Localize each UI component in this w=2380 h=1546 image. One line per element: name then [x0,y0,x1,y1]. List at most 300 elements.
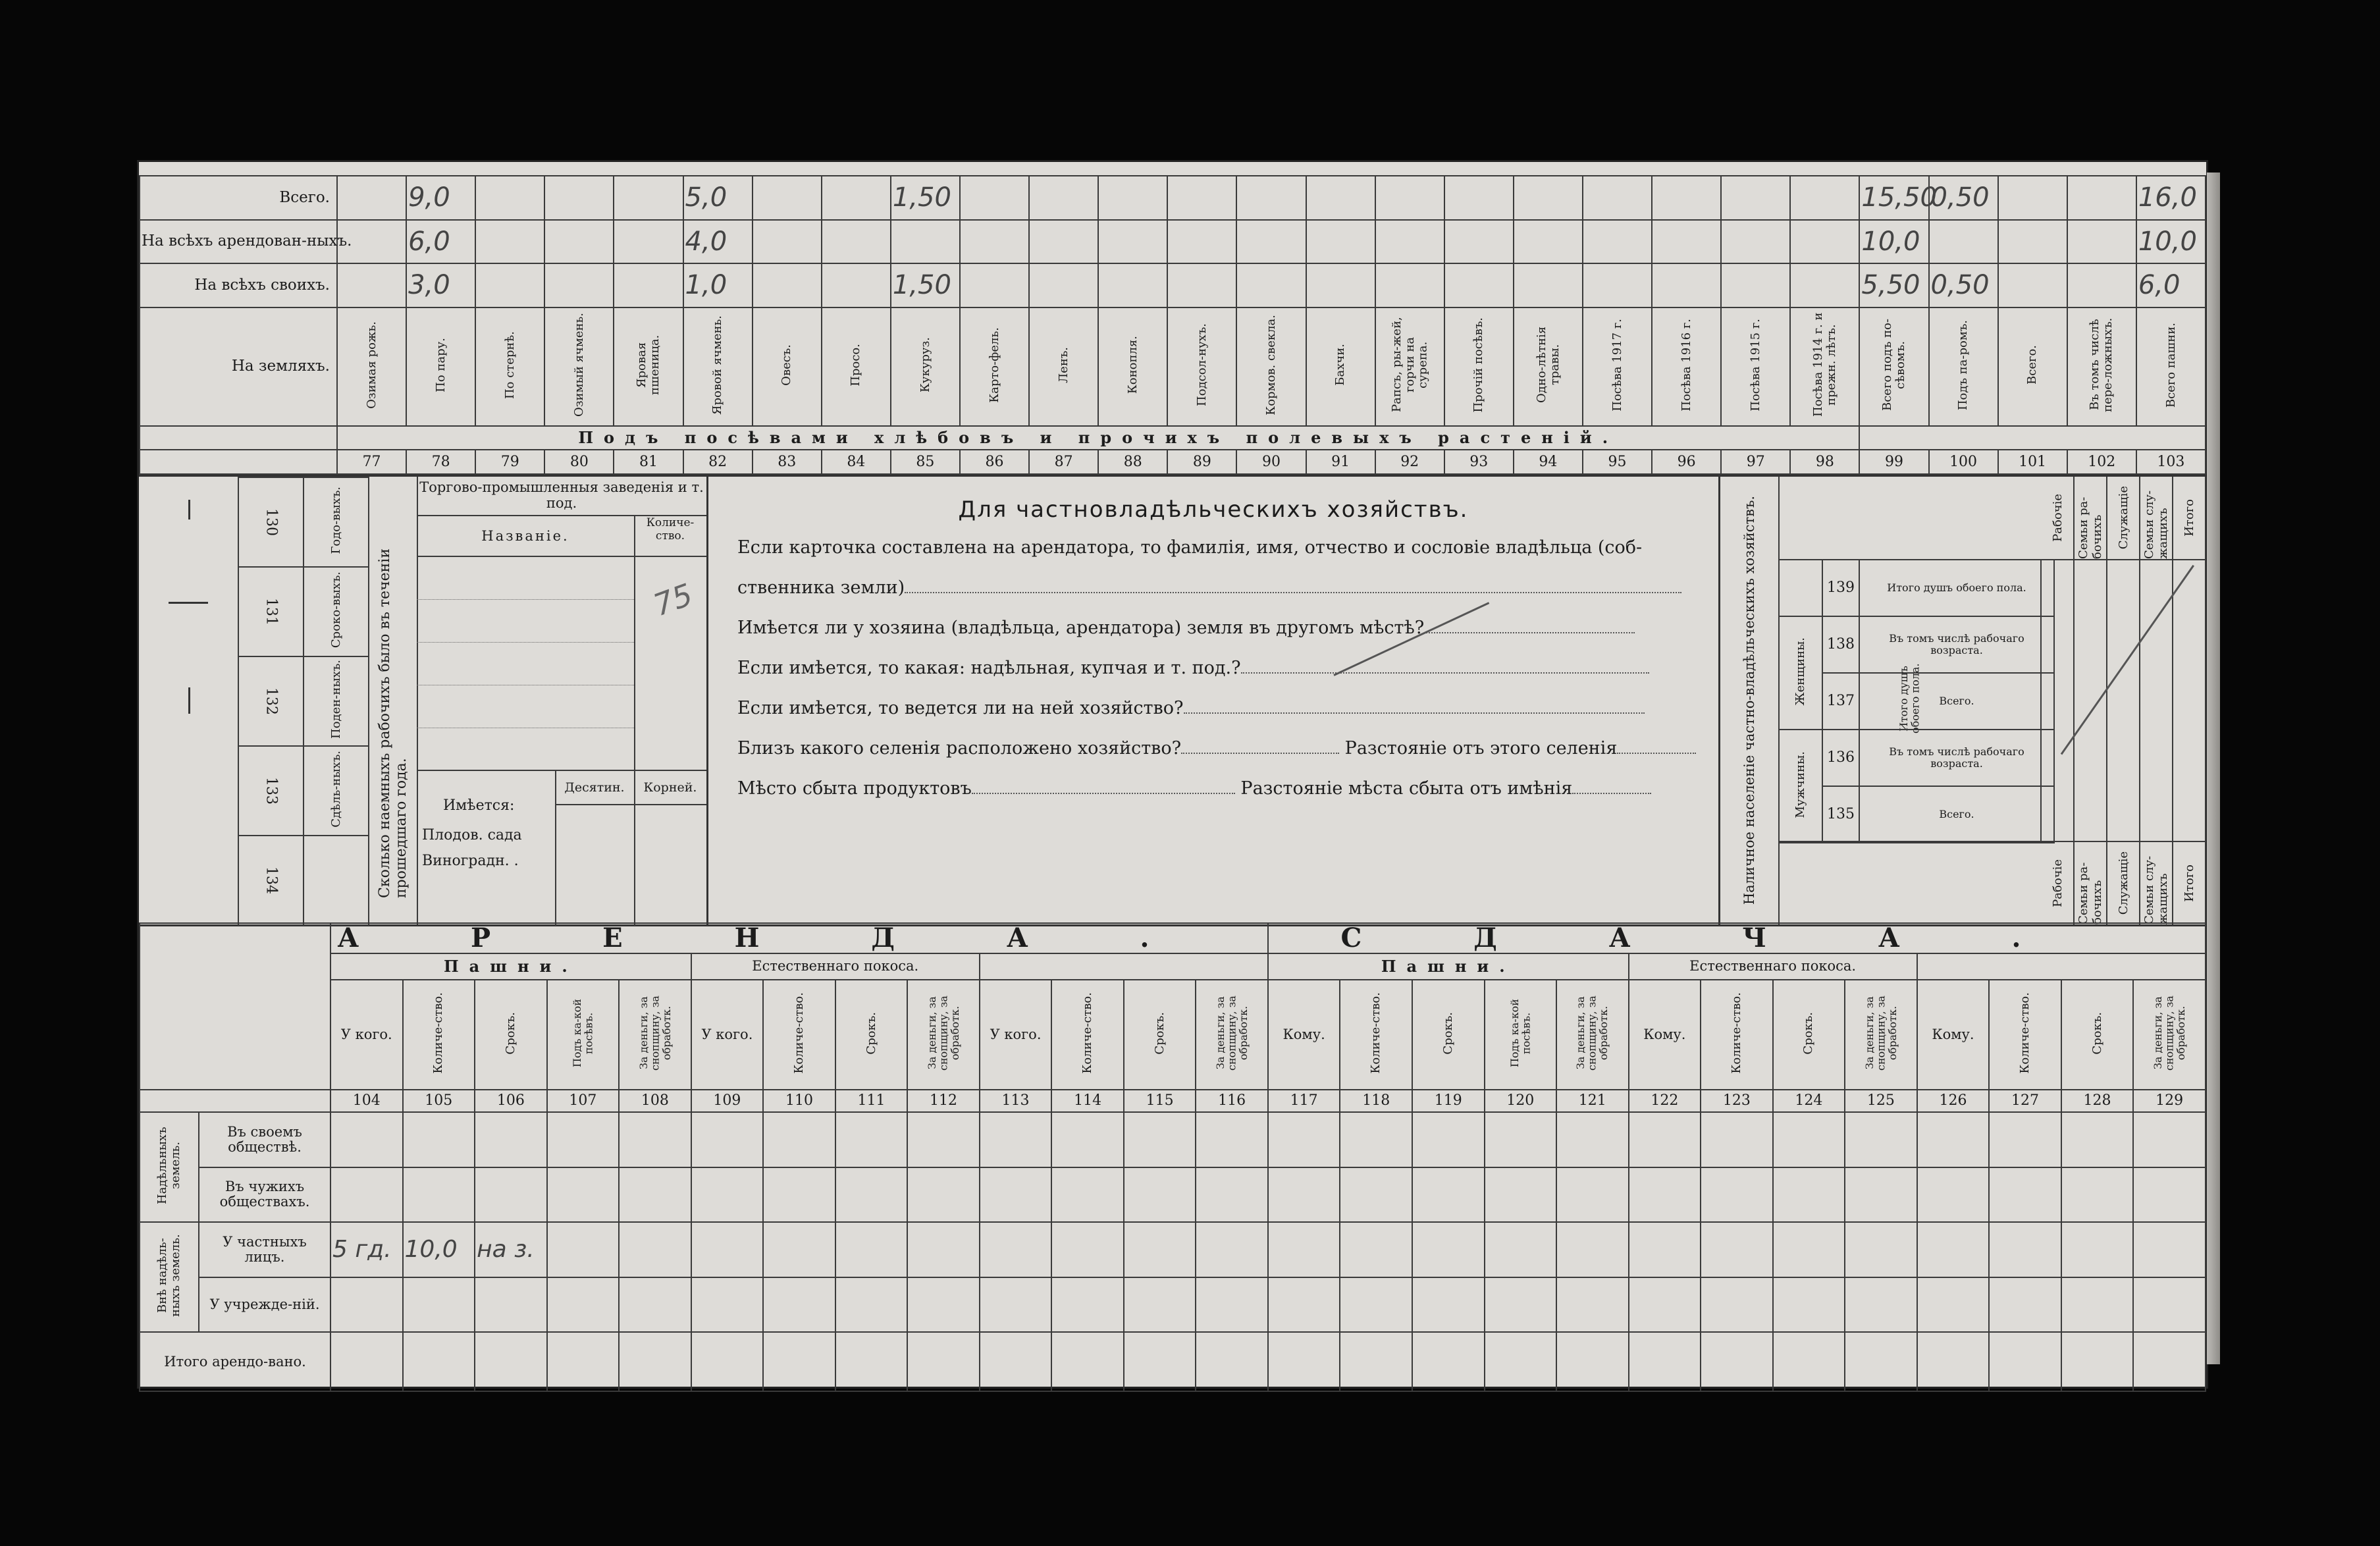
cell-0-c102[interactable] [2067,176,2136,220]
cell-2-c93[interactable] [1444,263,1514,307]
lease-cell-0-113[interactable] [980,1112,1052,1167]
lease-cell-1-114[interactable] [1051,1167,1124,1223]
col-header-78: По пару. [433,337,448,392]
pop-num-136: 136 [1822,730,1859,786]
lease-cell-1-116[interactable] [1196,1167,1268,1223]
col-header-88: Конопля. [1125,336,1140,394]
cell-0-c88[interactable] [1098,176,1167,220]
cell-0-c97[interactable] [1721,176,1790,220]
lease-cell-3-127[interactable] [1989,1277,2061,1333]
lease-cell-2-117[interactable] [1268,1222,1340,1277]
cell-1-c99[interactable]: 10,0 [1859,220,1928,264]
lease-cell-2-112[interactable] [907,1222,980,1277]
lease-cell-2-123[interactable] [1701,1222,1773,1277]
cell-0-c83[interactable] [753,176,822,220]
cell-2-c103[interactable]: 6,0 [2136,263,2206,307]
lease-cell-1-105[interactable] [403,1167,475,1223]
lease-total-127[interactable] [1989,1332,2061,1391]
lease-num-113: 113 [980,1090,1052,1112]
lease-cell-2-126[interactable] [1917,1222,1990,1277]
lease-cell-0-117[interactable] [1268,1112,1340,1167]
lease-cell-3-108[interactable] [619,1277,691,1333]
lease-col-110: Количе-ство. [792,992,807,1074]
cell-2-c99[interactable]: 5,50 [1859,263,1928,307]
itogo-dush: Итого душъ обоего пола. [1897,664,1922,734]
lease-cell-3-125[interactable] [1845,1277,1917,1333]
cell-2-c80[interactable] [544,263,614,307]
lease-total-121[interactable] [1556,1332,1629,1391]
owner-field[interactable] [905,592,1681,593]
lease-total-107[interactable] [547,1332,620,1391]
lease-cell-3-111[interactable] [835,1277,908,1333]
lease-cell-2-105[interactable]: 10,0 [403,1222,475,1277]
cell-0-c79[interactable] [475,176,544,220]
cell-1-c85[interactable] [891,220,960,264]
lease-cell-3-104[interactable] [331,1277,403,1333]
lease-cell-1-111[interactable] [835,1167,908,1223]
col-header-101: Всего. [2025,345,2040,385]
lease-cell-1-110[interactable] [763,1167,835,1223]
lease-col-127: Количе-ство. [2018,992,2032,1074]
pop-num-138: 138 [1822,616,1859,673]
col-num-82: 82 [683,450,753,474]
group-nadel: Надѣльныхъ земель. [155,1127,182,1204]
cell-1-c103[interactable]: 10,0 [2136,220,2206,264]
land-type-field[interactable] [1241,672,1649,674]
col-header-85: Кукуруз. [918,337,932,393]
cell-0-c101[interactable] [1998,176,2067,220]
cell-1-c96[interactable] [1652,220,1721,264]
lease-total-116[interactable] [1196,1332,1268,1391]
lease-col-116: За деньги, за снопщину, за обработк. [1213,996,1250,1071]
lease-cell-2-110[interactable] [763,1222,835,1277]
sdacha-pashni: Пашни. [1268,953,1629,980]
lease-total-123[interactable] [1701,1332,1773,1391]
lease-cell-3-117[interactable] [1268,1277,1340,1333]
farming-field[interactable] [1184,712,1645,714]
cell-1-c79[interactable] [475,220,544,264]
cell-0-c91[interactable] [1306,176,1375,220]
cell-1-c87[interactable] [1029,220,1098,264]
lease-cell-0-118[interactable] [1340,1112,1412,1167]
lease-cell-2-107[interactable] [547,1222,620,1277]
lease-col-120: Подъ ка-кой посѣвъ. [1508,999,1533,1067]
hired-vertical-cell [369,477,418,924]
lease-cell-3-124[interactable] [1773,1277,1845,1333]
lease-col-109: У кого. [691,980,764,1090]
cell-2-c79[interactable] [475,263,544,307]
worker-col-top-3: Семьи слу-жащихъ [2142,490,2170,559]
lease-total-row: Итого арендо-вано. [140,1332,331,1391]
lease-cell-3-107[interactable] [547,1277,620,1333]
cell-2-c88[interactable] [1098,263,1167,307]
lease-total-118[interactable] [1340,1332,1412,1391]
cell-1-c81[interactable] [614,220,683,264]
cell-2-c87[interactable] [1029,263,1098,307]
cell-2-c90[interactable] [1236,263,1306,307]
col-header-90: Кормов. свекла. [1264,314,1279,415]
lease-cell-2-125[interactable] [1845,1222,1917,1277]
cell-0-c82[interactable]: 5,0 [683,176,753,220]
lease-cell-1-107[interactable] [547,1167,620,1223]
cell-2-c81[interactable] [614,263,683,307]
lease-total-108[interactable] [619,1332,691,1391]
col-num-100: 100 [1929,450,1998,474]
lease-cell-2-116[interactable] [1196,1222,1268,1277]
cell-2-c77[interactable] [337,263,406,307]
cell-2-c89[interactable] [1167,263,1236,307]
cell-2-c94[interactable] [1514,263,1583,307]
lease-cell-1-127[interactable] [1989,1167,2061,1223]
lease-total-117[interactable] [1268,1332,1340,1391]
form-line-3: Если имѣется, то какая: надѣльная, купчая и т. под.? [737,658,1241,678]
cell-1-c82[interactable]: 4,0 [683,220,753,264]
lease-cell-0-112[interactable] [907,1112,980,1167]
lease-col-129: За деньги, за снопщину, за обработк. [2151,996,2187,1071]
market-field[interactable] [972,793,1235,794]
lease-total-125[interactable] [1845,1332,1917,1391]
lease-total-122[interactable] [1629,1332,1701,1391]
lease-cell-3-122[interactable] [1629,1277,1701,1333]
cell-1-c97[interactable] [1721,220,1790,264]
lease-cell-1-117[interactable] [1268,1167,1340,1223]
col-header-92: Рапсъ, ры-жей, горчи на сурепа. [1389,317,1430,413]
hired-table [238,477,369,926]
lease-cell-0-109[interactable] [691,1112,764,1167]
lease-cell-2-118[interactable] [1340,1222,1412,1277]
col-header-102: Въ томъ числѣ пере-ложныхъ. [2088,317,2115,412]
middle-section [139,475,2206,926]
lease-col-114: Количе-ство. [1080,992,1095,1074]
lease-cell-1-121[interactable] [1556,1167,1629,1223]
lease-cell-3-105[interactable] [403,1277,475,1333]
col-header-95: Посѣва 1917 г. [1610,318,1624,412]
lease-cell-0-119[interactable] [1412,1112,1485,1167]
lease-cell-0-123[interactable] [1701,1112,1773,1167]
lease-cell-2-115[interactable] [1124,1222,1196,1277]
lease-total-129[interactable] [2133,1332,2206,1391]
lease-cell-2-109[interactable] [691,1222,764,1277]
lease-cell-3-119[interactable] [1412,1277,1485,1333]
lease-cell-3-120[interactable] [1485,1277,1557,1333]
lease-cell-2-113[interactable] [980,1222,1052,1277]
cell-2-c96[interactable] [1652,263,1721,307]
lease-cell-1-123[interactable] [1701,1167,1773,1223]
lease-num-111: 111 [835,1090,908,1112]
cell-0-c81[interactable] [614,176,683,220]
lease-cell-0-120[interactable] [1485,1112,1557,1167]
lease-total-114[interactable] [1051,1332,1124,1391]
cell-1-c91[interactable] [1306,220,1375,264]
lease-cell-3-114[interactable] [1051,1277,1124,1333]
lease-cell-0-128[interactable] [2061,1112,2134,1167]
lease-total-105[interactable] [403,1332,475,1391]
lease-cell-2-127[interactable] [1989,1222,2061,1277]
lease-cell-3-126[interactable] [1917,1277,1990,1333]
lease-cell-1-128[interactable] [2061,1167,2134,1223]
cell-1-c86[interactable] [960,220,1029,264]
lease-cell-2-124[interactable] [1773,1222,1845,1277]
lease-cell-2-106[interactable]: на з. [475,1222,547,1277]
lease-cell-1-119[interactable] [1412,1167,1485,1223]
cell-2-c92[interactable] [1375,263,1444,307]
form-title: Для частновладѣльческихъ хозяйствъ. [958,496,1469,523]
hired-num-134: 134 [238,836,304,925]
col-header-93: Прочiй посѣвъ. [1471,317,1486,413]
lease-cell-0-129[interactable] [2133,1112,2206,1167]
lease-total-106[interactable] [475,1332,547,1391]
lease-num-114: 114 [1051,1090,1124,1112]
row-label-1: На всѣхъ арендован-ныхъ. [140,220,337,264]
lease-total-115[interactable] [1124,1332,1196,1391]
cell-1-c94[interactable] [1514,220,1583,264]
lease-cell-0-106[interactable] [475,1112,547,1167]
vine-label: Виноградн. . [422,853,519,869]
worker-col-bottom-3: Семьи слу-жащихъ [2142,855,2170,924]
lease-cell-1-126[interactable] [1917,1167,1990,1223]
col-num-81: 81 [614,450,683,474]
cell-1-c78[interactable]: 6,0 [406,220,475,264]
worker-col-top-0: Рабочiе [2050,494,2065,542]
col-header-84: Просо. [849,343,863,386]
lease-total-104[interactable] [331,1332,403,1391]
census-card [137,160,2208,1389]
cell-1-c95[interactable] [1583,220,1652,264]
lease-cell-0-107[interactable] [547,1112,620,1167]
lease-cell-3-121[interactable] [1556,1277,1629,1333]
lease-cell-2-114[interactable] [1051,1222,1124,1277]
lease-num-108: 108 [619,1090,691,1112]
cell-0-c89[interactable] [1167,176,1236,220]
lease-cell-3-118[interactable] [1340,1277,1412,1333]
lease-cell-2-119[interactable] [1412,1222,1485,1277]
village-field[interactable] [1181,753,1339,754]
lease-cell-3-113[interactable] [980,1277,1052,1333]
has-label: Имѣется: [443,797,515,814]
group-vne: Внѣ надѣль-ныхъ земель. [155,1234,182,1318]
trade-title: Торгово-промышленныя заведенiя и т. под. [417,477,706,516]
lease-cell-2-120[interactable] [1485,1222,1557,1277]
lease-total-124[interactable] [1773,1332,1845,1391]
sdacha-pokos: Естественнаго покоса. [1629,953,1917,980]
lease-cell-0-122[interactable] [1629,1112,1701,1167]
col-header-77: Озимая рожь. [364,321,379,409]
cell-2-c100[interactable]: 0,50 [1929,263,1998,307]
cell-1-c88[interactable] [1098,220,1167,264]
col-num-93: 93 [1444,450,1514,474]
cell-2-c101[interactable] [1998,263,2067,307]
cell-0-c98[interactable] [1790,176,1859,220]
hired-label-133: Сдѣль-ныхъ. [329,751,343,828]
cell-0-c92[interactable] [1375,176,1444,220]
lease-cell-1-129[interactable] [2133,1167,2206,1223]
lease-col-105: Количе-ство. [431,992,446,1074]
cell-0-c95[interactable] [1583,176,1652,220]
lease-num-127: 127 [1989,1090,2061,1112]
lease-cell-1-115[interactable] [1124,1167,1196,1223]
lease-cell-0-104[interactable] [331,1112,403,1167]
col-num-92: 92 [1375,450,1444,474]
lease-cell-0-125[interactable] [1845,1112,1917,1167]
pop-itogo: Итого душъ обоего пола. [1887,581,2026,595]
left-blank [139,477,239,924]
cell-2-c95[interactable] [1583,263,1652,307]
cell-2-c84[interactable] [822,263,891,307]
cell-2-c91[interactable] [1306,263,1375,307]
lease-cell-1-106[interactable] [475,1167,547,1223]
col-num-98: 98 [1790,450,1859,474]
lease-total-119[interactable] [1412,1332,1485,1391]
lease-section [139,922,2206,1387]
lease-col-121: За деньги, за снопщину, за обработк. [1574,996,1610,1071]
cell-0-c94[interactable] [1514,176,1583,220]
worker-col-top-1: Семьи ра-бочихъ [2076,496,2104,559]
cell-1-c93[interactable] [1444,220,1514,264]
lease-cell-2-129[interactable] [2133,1222,2206,1277]
lease-cell-1-113[interactable] [980,1167,1052,1223]
lease-cell-0-124[interactable] [1773,1112,1845,1167]
lease-cell-3-115[interactable] [1124,1277,1196,1333]
lease-total-128[interactable] [2061,1332,2134,1391]
cell-1-c83[interactable] [753,220,822,264]
lease-col-117: Кому. [1268,980,1340,1090]
village-distance-field[interactable] [1617,753,1696,754]
cell-1-c102[interactable] [2067,220,2136,264]
lease-col-108: За деньги, за снопщину, за обработк. [637,996,673,1071]
cell-0-c84[interactable] [822,176,891,220]
cell-1-c101[interactable] [1998,220,2067,264]
form-line-1: Если карточка составлена на арендатора, то фамилiя, имя, отчество и сословiе владѣльца (соб- [737,537,1643,558]
form-line-2: Имѣется ли у хозяина (владѣльца, арендатора) земля въ другомъ мѣстѣ? [737,618,1425,638]
cell-0-c96[interactable] [1652,176,1721,220]
cell-0-c103[interactable]: 16,0 [2136,176,2206,220]
lease-cell-1-118[interactable] [1340,1167,1412,1223]
lease-col-107: Подъ ка-кой посѣвъ. [570,999,595,1067]
col-num-90: 90 [1236,450,1306,474]
trade-block [417,477,706,924]
lease-cell-1-125[interactable] [1845,1167,1917,1223]
hired-num-130: 130 [238,477,304,567]
col-header-82: Яровой ячмень. [710,315,725,415]
cell-0-c99[interactable]: 15,50 [1859,176,1928,220]
lease-cell-3-110[interactable] [763,1277,835,1333]
cell-0-c77[interactable] [337,176,406,220]
lease-cell-3-129[interactable] [2133,1277,2206,1333]
col-num-95: 95 [1583,450,1652,474]
cell-0-c85[interactable]: 1,50 [891,176,960,220]
lease-cell-0-110[interactable] [763,1112,835,1167]
lease-cell-2-121[interactable] [1556,1222,1629,1277]
men-label: Мужчины. [1793,751,1808,818]
form-line-6a: Мѣсто сбыта продуктовъ [737,778,972,799]
lease-cell-0-121[interactable] [1556,1112,1629,1167]
lease-cell-1-120[interactable] [1485,1167,1557,1223]
lease-col-119: Срокъ. [1441,1011,1455,1055]
col-num-84: 84 [822,450,891,474]
lease-num-123: 123 [1701,1090,1773,1112]
cell-2-c98[interactable] [1790,263,1859,307]
cell-2-c85[interactable]: 1,50 [891,263,960,307]
lease-cell-0-105[interactable] [403,1112,475,1167]
lease-cell-2-108[interactable] [619,1222,691,1277]
lease-total-111[interactable] [835,1332,908,1391]
cell-1-c80[interactable] [544,220,614,264]
cell-2-c82[interactable]: 1,0 [683,263,753,307]
cell-0-c90[interactable] [1236,176,1306,220]
other-land-field[interactable] [1424,632,1635,633]
lease-col-111: Срокъ. [864,1011,878,1055]
cell-0-c93[interactable] [1444,176,1514,220]
workers-columns [2042,477,2206,924]
lease-cell-0-127[interactable] [1989,1112,2061,1167]
lease-cell-0-108[interactable] [619,1112,691,1167]
cell-2-c97[interactable] [1721,263,1790,307]
lease-cell-0-114[interactable] [1051,1112,1124,1167]
hired-num-133: 133 [238,746,304,836]
hired-num-132: 132 [238,656,304,746]
cell-2-c83[interactable] [753,263,822,307]
lease-cell-1-124[interactable] [1773,1167,1845,1223]
lease-cell-1-108[interactable] [619,1167,691,1223]
cell-1-c92[interactable] [1375,220,1444,264]
col-header-86: Карто-фель. [987,327,1001,403]
lease-total-126[interactable] [1917,1332,1990,1391]
cell-2-c78[interactable]: 3,0 [406,263,475,307]
lease-cell-0-111[interactable] [835,1112,908,1167]
lease-cell-2-122[interactable] [1629,1222,1701,1277]
cell-0-c86[interactable] [960,176,1029,220]
lease-cell-3-116[interactable] [1196,1277,1268,1333]
lease-cell-1-104[interactable] [331,1167,403,1223]
lease-cell-3-128[interactable] [2061,1277,2134,1333]
cell-2-c102[interactable] [2067,263,2136,307]
market-distance-field[interactable] [1572,793,1651,794]
lease-col-118: Количе-ство. [1369,992,1383,1074]
lease-cell-1-112[interactable] [907,1167,980,1223]
row-label-0: Всего. [140,176,337,220]
lease-cell-1-109[interactable] [691,1167,764,1223]
cell-1-c90[interactable] [1236,220,1306,264]
lease-cell-2-104[interactable]: 5 гд. [331,1222,403,1277]
lease-cell-2-128[interactable] [2061,1222,2134,1277]
cell-2-c86[interactable] [960,263,1029,307]
lease-cell-1-122[interactable] [1629,1167,1701,1223]
cell-0-c100[interactable]: 0,50 [1929,176,1998,220]
cell-0-c87[interactable] [1029,176,1098,220]
lease-cell-3-109[interactable] [691,1277,764,1333]
lease-cell-0-116[interactable] [1196,1112,1268,1167]
cell-0-c78[interactable]: 9,0 [406,176,475,220]
cell-0-c80[interactable] [544,176,614,220]
lease-total-110[interactable] [763,1332,835,1391]
lease-cell-2-111[interactable] [835,1222,908,1277]
lease-num-122: 122 [1629,1090,1701,1112]
lease-cell-3-112[interactable] [907,1277,980,1333]
cell-1-c100[interactable] [1929,220,1998,264]
lease-cell-0-126[interactable] [1917,1112,1990,1167]
lease-total-120[interactable] [1485,1332,1557,1391]
lease-cell-3-123[interactable] [1701,1277,1773,1333]
cell-1-c84[interactable] [822,220,891,264]
crops-table [139,175,2206,475]
cell-1-c89[interactable] [1167,220,1236,264]
lease-total-112[interactable] [907,1332,980,1391]
lease-cell-3-106[interactable] [475,1277,547,1333]
cell-1-c98[interactable] [1790,220,1859,264]
lease-total-113[interactable] [980,1332,1052,1391]
lease-cell-0-115[interactable] [1124,1112,1196,1167]
lease-total-109[interactable] [691,1332,764,1391]
